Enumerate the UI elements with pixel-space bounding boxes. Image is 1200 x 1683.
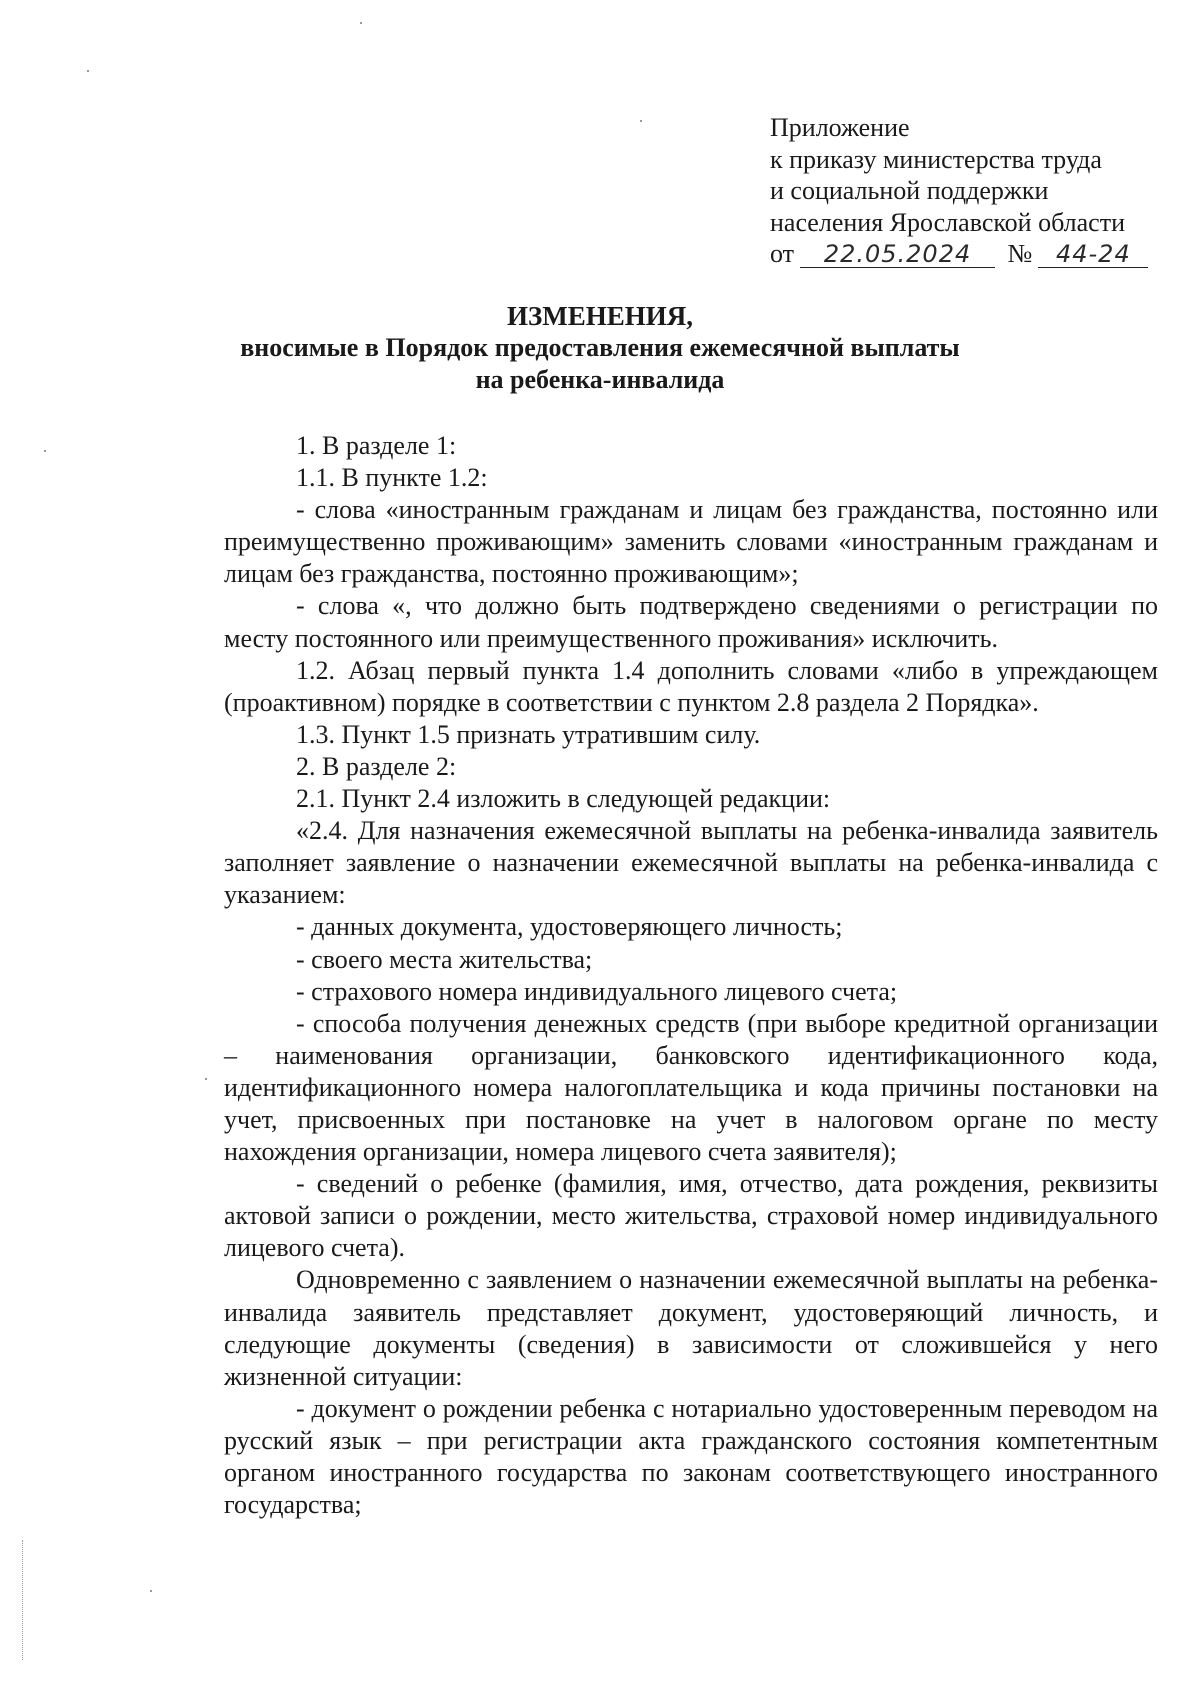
document-title — [200, 300, 1000, 396]
handwritten-number: 44-24 — [1038, 241, 1148, 268]
paragraph: - данных документа, удостоверяющего личность; — [296, 912, 843, 942]
title-subtitle: на ребенка-инвалида — [475, 365, 725, 394]
appendix-line: населения Ярославской области — [770, 207, 1125, 237]
paragraph: - своего места жительства; — [296, 944, 593, 974]
paragraph: - сведений о ребенке (фамилия, имя, отчество, дата рождения, реквизиты актовой записи о рождении, место жительства, страховой номер индивидуального лицевого счета). — [224, 1169, 1158, 1263]
handwritten-date: 22.05.2024 — [800, 241, 995, 268]
title-main: ИЗМЕНЕНИЯ, — [506, 301, 693, 331]
scan-speck — [360, 22, 362, 24]
appendix-line: Приложение — [770, 113, 910, 142]
scan-edge-marks — [22, 1540, 24, 1660]
date-prefix: от — [770, 239, 795, 268]
scan-speck — [150, 1590, 152, 1592]
paragraph: - слова «, что должно быть подтверждено сведениями о регистрации по месту постоянного или преимущественного проживания» исключить. — [224, 591, 1158, 653]
scan-speck — [44, 450, 46, 452]
scan-speck — [640, 120, 642, 122]
paragraph: - страхового номера индивидуального лицевого счета; — [296, 976, 898, 1006]
document-body — [224, 430, 1158, 1521]
number-prefix: № — [1007, 239, 1033, 268]
paragraph: 1.2. Абзац первый пункта 1.4 дополнить словами «либо в упреждающем (проактивном) порядке в соответствии с пунктом 2.8 раздела 2 Порядка». — [224, 655, 1158, 717]
paragraph: 1. В разделе 1: — [296, 431, 457, 460]
paragraph: 2. В разделе 2: — [296, 751, 457, 781]
scan-speck — [87, 70, 89, 72]
appendix-line: и социальной поддержки — [770, 176, 1049, 205]
paragraph: - слова «иностранным гражданам и лицам без гражданства, постоянно или преимущественно проживающим» заменить словами «иностранным гражданам и лицам без гражданства, постоянно проживающим»; — [224, 495, 1158, 589]
paragraph: Одновременно с заявлением о назначении ежемесячной выплаты на ребенка-инвалида заявитель представляет документ, удостоверяющий личность, и следующие документы (сведения) в зависимости от сложившейся у него жизненной ситуации: — [224, 1265, 1158, 1391]
paragraph: - способа получения денежных средств (при выборе кредитной организации – наименования организации, банковского идентификационного кода, идентификационного номера налогоплательщика и кода причины постановки на учет, присвоенных при постановке на учет в налоговом органе по месту нахождения организации, номера лицевого счета заявителя); — [224, 1008, 1158, 1167]
appendix-block — [770, 112, 1170, 270]
appendix-line: к приказу министерства труда — [770, 144, 1102, 174]
date-number-line — [770, 238, 1170, 270]
paragraph: 2.1. Пункт 2.4 изложить в следующей редакции: — [296, 784, 831, 814]
scan-speck — [205, 1078, 207, 1080]
title-subtitle: вносимые в Порядок предоставления ежемесячной выплаты — [240, 333, 960, 362]
paragraph: «2.4. Для назначения ежемесячной выплаты на ребенка-инвалида заявитель заполняет заявление о назначении ежемесячной выплаты на ребенка-инвалида с указанием: — [224, 816, 1158, 910]
paragraph: 1.3. Пункт 1.5 признать утратившим силу. — [296, 719, 761, 749]
paragraph: - документ о рождении ребенка с нотариально удостоверенным переводом на русский язык – при регистрации акта гражданского состояния компетентным органом иностранного государства по законам соответствующего иностранного государства; — [224, 1393, 1158, 1520]
paragraph: 1.1. В пункте 1.2: — [296, 463, 488, 493]
